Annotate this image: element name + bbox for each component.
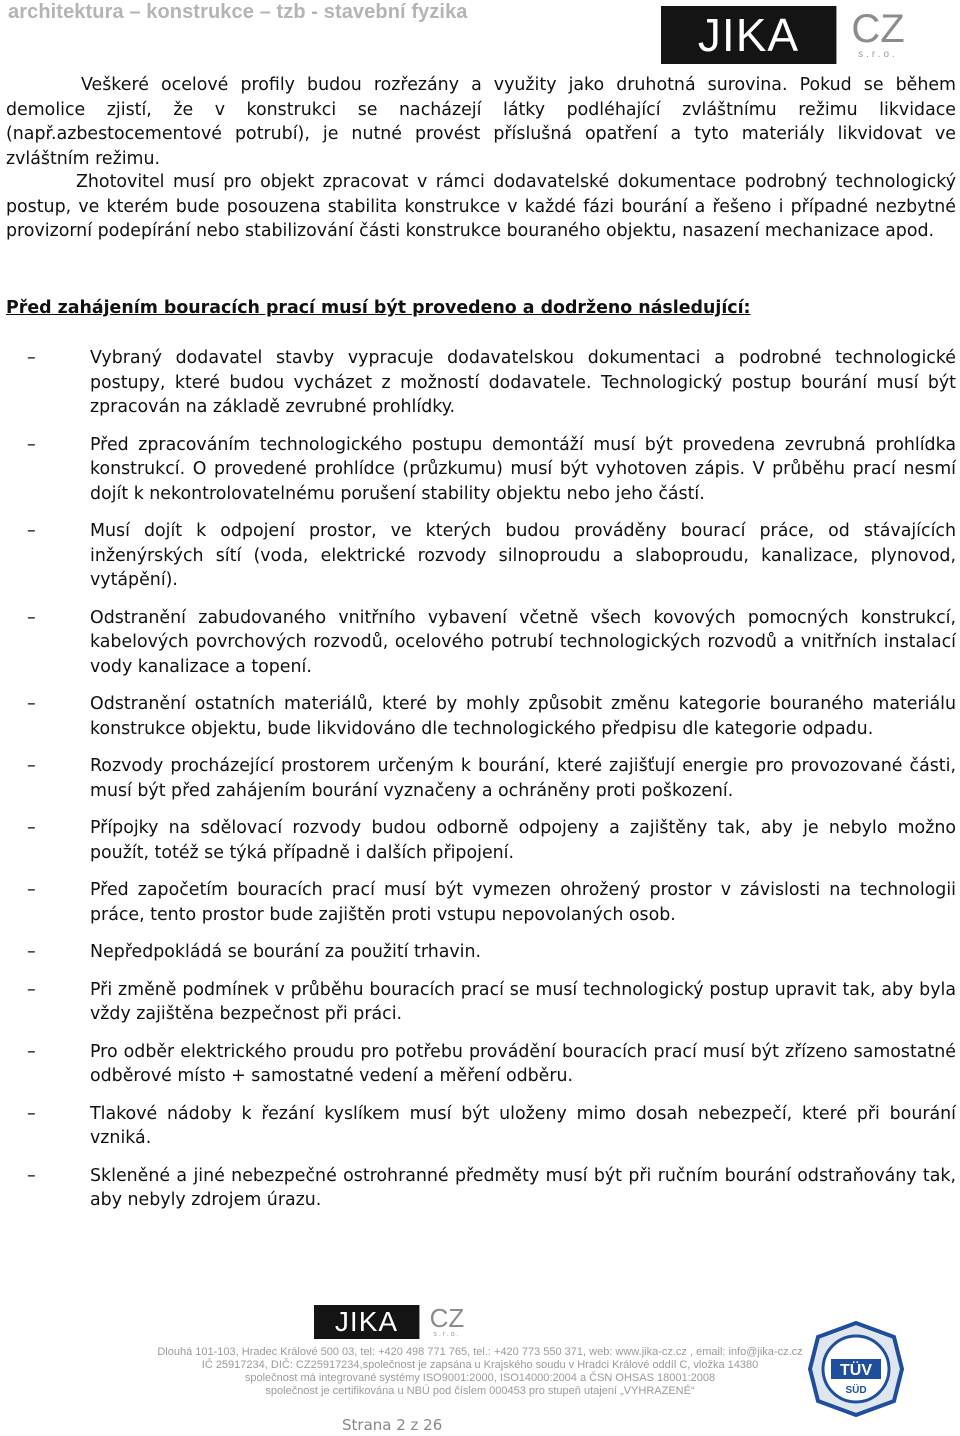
footer-logo — [314, 1305, 474, 1339]
list-item-text: Před zpracováním technologického postupu demontáží musí být provedena zevrubná prohlídka konstrukcí. O provedené prohlídce (průzkumu) musí být vyhotoven zápis. V průběhu prací nesmí dojít k nekontrolovatelnému porušení stability objektu nebo jeho částí. — [90, 434, 956, 504]
paragraph-contractor: Zhotovitel musí pro objekt zpracovat v rámci dodavatelské dokumentace podrobný technologický postup, ve kterém bude posouzena stabilita konstrukce v každé fázi bourání a řešeno i případné nezbytné provizorní podepírání nebo stabilizování části konstrukce bouraného objektu, nasazení mechanizace apod. — [6, 172, 956, 241]
list-item-text: Skleněné a jiné nebezpečné ostrohranné předměty musí být při ručním bourání odstraňovány tak, aby nebyly zdrojem úrazu. — [90, 1165, 956, 1210]
list-dash-marker: – — [27, 1165, 36, 1186]
tuv-sud-badge-icon — [808, 1321, 904, 1417]
list-dash-marker: – — [27, 348, 36, 368]
list-item-text: Při změně podmínek v průběhu bouracích prací se musí technologický postup upravit tak, aby byla vždy zajištěna bezpečnost při práci. — [90, 979, 956, 1024]
tuv-badge-sub: SÜD — [845, 1385, 867, 1396]
list-dash-marker: – — [27, 756, 36, 776]
logo-cz-block — [836, 6, 919, 64]
page-number: Strana 2 z 26 — [342, 1416, 443, 1434]
footer-logo-cz-text: CZ — [429, 1303, 465, 1333]
list-item-text: Rozvody procházející prostorem určeným k bourání, které zajišťují energie pro provozované části, musí být před zahájením bourání vyznačeny a ochráněny proti poškození. — [90, 756, 956, 801]
list-item — [0, 754, 956, 803]
section-heading: Před zahájením bouracích prací musí být provedeno a dodrženo následující: — [6, 298, 751, 318]
list-dash-marker: – — [27, 607, 36, 628]
list-dash-marker: – — [27, 521, 36, 541]
list-dash-marker: – — [27, 1103, 36, 1124]
list-item — [0, 433, 956, 507]
company-logo — [661, 6, 919, 64]
footer-registration: IČ 25917234, DIČ: CZ25917234,společnost je zapsána u Krajského soudu v Hradci Králové oddíl C, vložka 14380 — [201, 1359, 759, 1371]
list-dash-marker: – — [27, 979, 36, 1000]
footer-iso: společnost má integrované systémy ISO9001:2000, ISO14000:2004 a ČSN OHSAS 18001:2008 — [244, 1372, 716, 1384]
logo-suffix: s.r.o. — [858, 49, 898, 60]
list-item — [0, 692, 956, 741]
tuv-badge-text: TÜV — [840, 1362, 872, 1379]
list-item-text: Tlakové nádoby k řezání kyslíkem musí být uloženy mimo dosah nebezpečí, které při bourání vzniká. — [90, 1103, 956, 1148]
list-dash-marker: – — [27, 942, 36, 962]
list-item — [0, 978, 956, 1027]
footer-logo-cz-block — [419, 1305, 474, 1339]
list-item-text: Musí dojít k odpojení prostor, ve kterých budou prováděny bourací práce, od stávajících inženýrských sítí (voda, elektrické rozvody silnoproudu a slaboproudu, kanalizace, plynovod, vytápění). — [90, 521, 956, 590]
list-dash-marker: – — [27, 880, 36, 900]
list-item — [0, 878, 956, 927]
list-item-text: Pro odběr elektrického proudu pro potřebu provádění bouracích prací musí být zřízeno samostatné odběrové místo + samostatné vedení a měření odběru. — [90, 1041, 956, 1086]
list-item-text: Před započetím bouracích prací musí být vymezen ohrožený prostor v závislosti na technologii práce, tento prostor bude zajištěn proti vstupu nepovolaných osob. — [90, 880, 956, 925]
list-dash-marker: – — [27, 694, 36, 714]
list-item-text: Vybraný dodavatel stavby vypracuje dodavatelskou dokumentaci a podrobné technologické postupy, které budou vycházet z možností dodavatele. Technologický postup bourání musí být zpracován na základě zevrubné prohlídky. — [90, 348, 956, 417]
list-item — [0, 346, 956, 420]
list-item-text: Nepředpokládá se bourání za použití trhavin. — [90, 942, 482, 962]
list-item — [0, 1102, 956, 1151]
list-item-text: Odstranění ostatních materiálů, které by mohly způsobit změnu kategorie bouraného materiálu konstrukce objektu, bude likvidováno dle technologického předpisu dle kategorie odpadu. — [90, 694, 956, 739]
list-dash-marker: – — [27, 434, 36, 455]
footer-logo-main-text: JIKA — [314, 1305, 419, 1339]
footer-certification: společnost je certifikována u NBÚ pod číslem 000453 pro stupeň utajení „VYHRAZENÉ“ — [265, 1385, 695, 1397]
list-dash-marker: – — [27, 818, 36, 838]
list-item-text: Odstranění zabudovaného vnitřního vybavení včetně všech kovových pomocných konstrukcí, kabelových povrchových rozvodů, ocelového potrubí technologických rozvodů a vnitřních instalací vody kanalizace a topení. — [90, 607, 956, 677]
list-item — [0, 940, 956, 965]
list-item-text: Přípojky na sdělovací rozvody budou odborně odpojeny a zajištěny tak, aby je nebylo možno použít, totéž se týká případně i dalších připojení. — [90, 818, 956, 863]
list-item — [0, 519, 956, 593]
paragraph-steel-profiles: Veškeré ocelové profily budou rozřezány a využity jako druhotná surovina. Pokud se během demolice zjistí, že v konstrukci se nacházejí látky podléhající zvláštnímu režimu likvidace (např.azbestocementové potrubí), je nutné provést příslušná opatření a tyto materiály likvidovat ve zvláštním režimu. — [6, 75, 956, 169]
footer-logo-suffix: s.r.o. — [433, 1331, 461, 1338]
footer-address: Dlouhá 101-103, Hradec Králové 500 03, tel: +420 498 771 765, tel.: +420 773 550 371, web: www.jika-cz.cz , email: info@jika-cz.cz — [157, 1346, 803, 1358]
logo-main-text: JIKA — [661, 6, 836, 64]
list-item — [0, 606, 956, 680]
logo-cz-text: CZ — [851, 7, 905, 51]
requirements-list — [0, 346, 960, 1226]
list-item — [0, 1164, 956, 1213]
list-item — [0, 816, 956, 865]
list-item — [0, 1040, 956, 1089]
list-dash-marker: – — [27, 1041, 36, 1062]
header-title: architektura – konstrukce – tzb - stavební fyzika — [8, 1, 468, 23]
